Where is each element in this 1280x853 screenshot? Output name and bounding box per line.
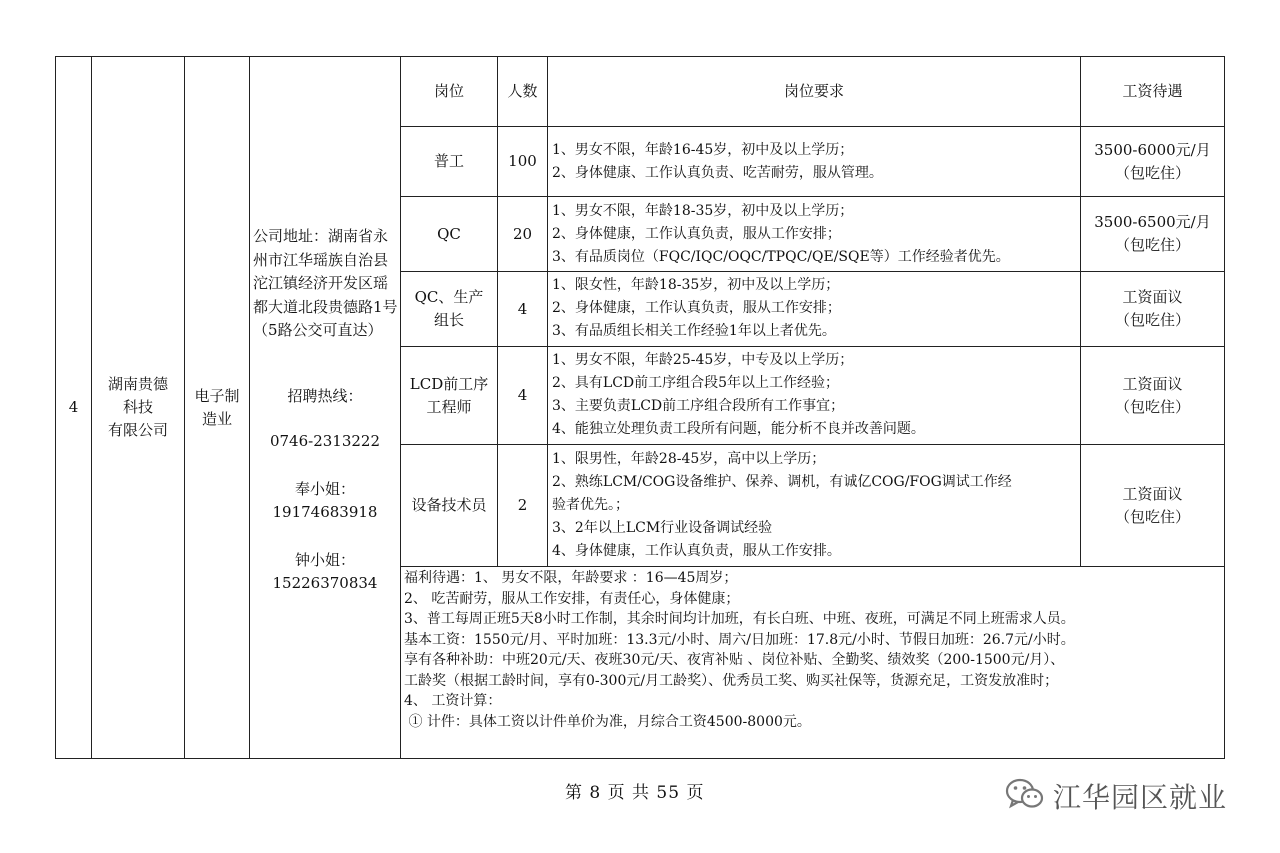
row-number: 4 bbox=[68, 398, 79, 416]
wechat-icon bbox=[1005, 777, 1045, 815]
job-title bbox=[401, 272, 497, 346]
requirement-line: 2、熟练LCM/COG设备维护、保养、调机，有诚亿COG/FOG调试工作经 bbox=[552, 474, 1012, 490]
requirement-line: 3、有品质岗位（FQC/IQC/OQC/TPQC/QE/SQE等）工作经验者优先。 bbox=[552, 249, 1010, 265]
grid-line bbox=[1224, 56, 1225, 759]
job-count: 100 bbox=[508, 152, 537, 170]
grid-line bbox=[55, 758, 1225, 759]
salary-line: （包吃住） bbox=[1114, 311, 1190, 329]
contact-phone: 19174683918 bbox=[272, 503, 378, 521]
requirement-line: 1、限男性，年龄28-45岁，高中以上学历； bbox=[552, 451, 826, 467]
requirement-line: 1、男女不限，年龄25-45岁，中专及以上学历； bbox=[552, 352, 854, 368]
requirement-line: 4、身体健康，工作认真负责，服从工作安排。 bbox=[552, 543, 841, 559]
requirement-line: 2、身体健康，工作认真负责，服从工作安排； bbox=[552, 226, 841, 242]
job-salary bbox=[1081, 445, 1224, 566]
benefit-line: ① 计件：具体工资以计件单价为准，月综合工资4500-8000元。 bbox=[404, 713, 811, 730]
job-salary bbox=[1081, 347, 1224, 444]
job-title-line: 工程师 bbox=[426, 397, 472, 416]
requirement-line: 验者优先。； bbox=[552, 497, 629, 513]
salary-line: 工资面议 bbox=[1122, 484, 1183, 503]
job-count: 2 bbox=[517, 496, 528, 514]
industry-line: 电子制 bbox=[194, 386, 240, 405]
grid-line bbox=[249, 56, 250, 759]
requirement-line: 1、男女不限，年龄18-35岁，初中及以上学历； bbox=[552, 203, 854, 219]
salary-line: 工资面议 bbox=[1122, 288, 1183, 306]
requirement-line: 2、具有LCD前工序组合段5年以上工作经验； bbox=[552, 375, 840, 391]
contact-phone: 15226370834 bbox=[272, 574, 378, 592]
benefit-line: 4、 工资计算： bbox=[404, 693, 502, 709]
job-title bbox=[401, 347, 497, 444]
salary-line: （包吃住） bbox=[1114, 163, 1190, 182]
brand-watermark bbox=[1005, 776, 1227, 816]
job-requirements bbox=[552, 139, 883, 185]
job-requirements bbox=[552, 274, 841, 343]
requirement-line: 3、2年以上LCM行业设备调试经验 bbox=[552, 520, 773, 536]
salary-line: （包吃住） bbox=[1114, 236, 1190, 254]
salary-line: （包吃住） bbox=[1114, 397, 1190, 416]
grid-line bbox=[400, 566, 1225, 567]
requirement-line: 1、男女不限，年龄16-45岁，初中及以上学历； bbox=[552, 142, 854, 158]
contact-name: 奉小姐： bbox=[294, 480, 355, 498]
job-title: 设备技术员 bbox=[411, 496, 487, 514]
job-requirements bbox=[552, 349, 925, 441]
grid-line bbox=[547, 56, 548, 566]
requirement-line: 3、有品质组长相关工作经验1年以上者优先。 bbox=[552, 323, 836, 339]
company-name-line: 科技 bbox=[122, 398, 153, 416]
benefits-section bbox=[404, 568, 1224, 732]
header-position: 岗位 bbox=[433, 82, 464, 100]
job-title: QC bbox=[437, 224, 461, 243]
benefit-line: 3、普工每周正班5天8小时工作制，其余时间均计加班，有长白班、中班、夜班，可满足不同上班需求人员。 bbox=[404, 611, 1075, 627]
company-name-line: 湖南贵德 bbox=[107, 375, 168, 393]
hotline-number: 0746-2313222 bbox=[269, 432, 381, 450]
brand-name: 江华园区就业 bbox=[1053, 781, 1228, 814]
job-title: 普工 bbox=[433, 152, 464, 170]
salary-line: 3500-6000元/月 bbox=[1094, 140, 1211, 159]
salary-line: 3500-6500元/月 bbox=[1094, 213, 1211, 231]
contact-name: 钟小姐： bbox=[294, 551, 355, 569]
benefit-line: 享有各种补助：中班20元/天、夜班30元/天、夜宵补贴 、岗位补贴、全勤奖、绩效奖（200-1500元/月）、 bbox=[404, 652, 1065, 668]
job-requirements bbox=[552, 448, 1012, 563]
salary-line: （包吃住） bbox=[1114, 507, 1190, 526]
hotline-label: 招聘热线： bbox=[287, 387, 363, 405]
job-count: 4 bbox=[517, 386, 528, 404]
requirement-line: 1、限女性，年龄18-35岁，初中及以上学历； bbox=[552, 277, 840, 293]
job-title-line: LCD前工序 bbox=[409, 374, 489, 393]
header-requirements: 岗位要求 bbox=[783, 82, 844, 100]
company-address: 公司地址：湖南省永州市江华瑶族自治县沱江镇经济开发区瑶都大道北段贵德路1号（5路公交可直达） bbox=[253, 227, 398, 339]
company-name bbox=[92, 57, 184, 758]
job-salary bbox=[1081, 272, 1224, 346]
benefit-line: 基本工资：1550元/月、平时加班：13.3元/小时、周六/日加班：17.8元/小时、节假日加班：26.7元/小时。 bbox=[404, 631, 1075, 648]
benefit-line: 2、 吃苦耐劳，服从工作安排，有责任心，身体健康； bbox=[404, 590, 740, 607]
job-count: 4 bbox=[517, 299, 528, 318]
requirement-line: 2、身体健康，工作认真负责，服从工作安排； bbox=[552, 300, 841, 316]
benefit-line: 工龄奖（根据工龄时间，享有0-300元/月工龄奖）、优秀员工奖、购买社保等，货源充足，工资发放准时； bbox=[404, 672, 1059, 689]
page-number: 第 8 页 共 55 页 bbox=[565, 783, 705, 803]
job-title-line: QC、生产 bbox=[414, 288, 484, 306]
requirement-line: 2、身体健康、工作认真负责、吃苦耐劳，服从管理。 bbox=[552, 165, 883, 181]
job-salary bbox=[1081, 197, 1224, 271]
job-requirements bbox=[552, 200, 1010, 269]
industry-line: 造业 bbox=[201, 409, 232, 428]
benefit-line: 福利待遇：1、 男女不限，年龄要求 ：16—45周岁； bbox=[404, 570, 738, 586]
requirement-line: 4、能独立处理负责工段所有问题，能分析不良并改善问题。 bbox=[552, 421, 925, 437]
requirement-line: 3、主要负责LCD前工序组合段所有工作事宜； bbox=[552, 398, 845, 414]
header-count: 人数 bbox=[507, 82, 538, 100]
job-salary bbox=[1081, 127, 1224, 196]
job-count: 20 bbox=[512, 224, 533, 243]
job-title-line: 组长 bbox=[433, 311, 464, 329]
salary-line: 工资面议 bbox=[1122, 374, 1183, 393]
company-name-line: 有限公司 bbox=[107, 421, 168, 439]
header-salary: 工资待遇 bbox=[1122, 82, 1183, 100]
industry bbox=[185, 57, 249, 758]
